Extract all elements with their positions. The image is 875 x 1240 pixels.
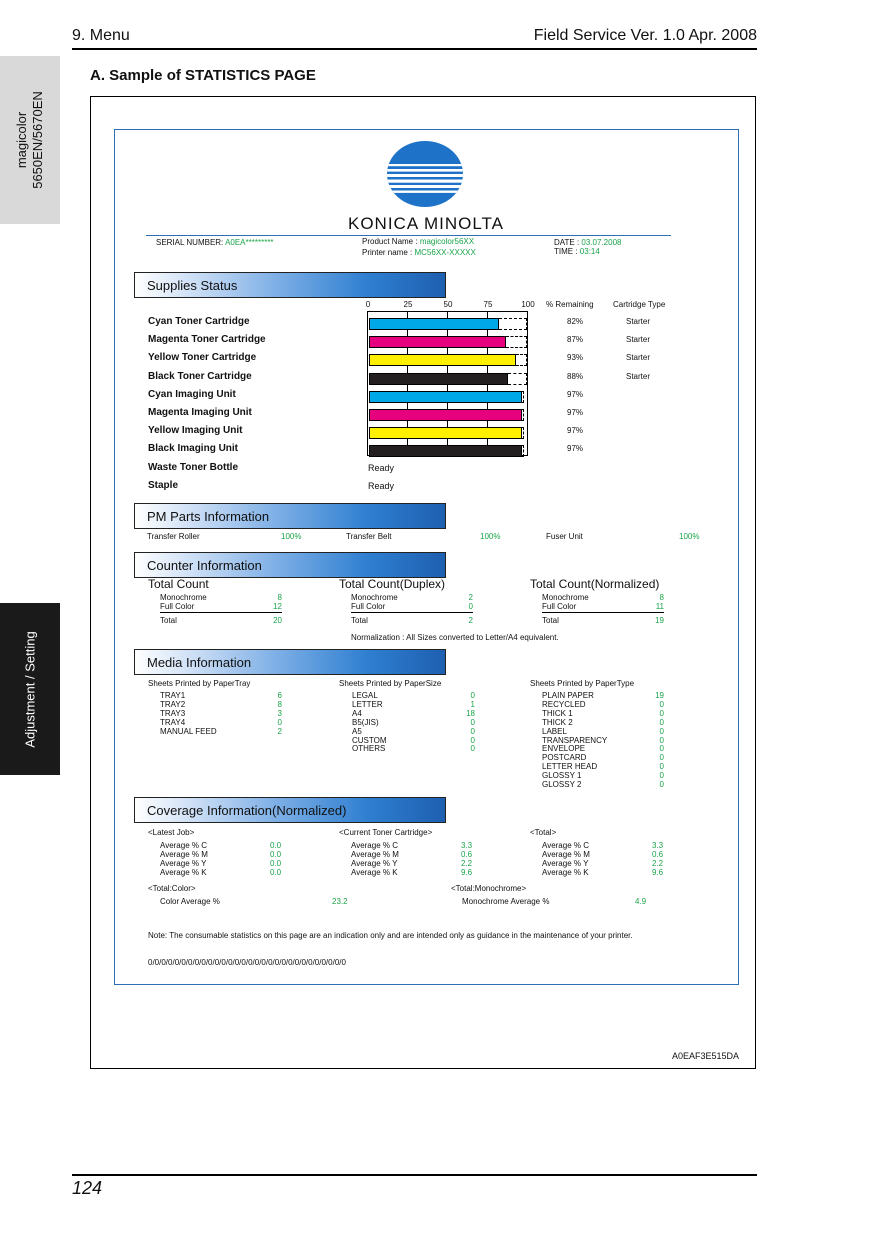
supply-name: Waste Toner Bottle xyxy=(148,462,239,473)
supply-remaining: 82% xyxy=(567,317,584,326)
media-label: LEGAL xyxy=(352,691,378,700)
coverage-value: 9.6 xyxy=(461,868,473,877)
logo-rule xyxy=(146,235,671,236)
supply-name: Black Toner Cartridge xyxy=(148,370,252,382)
counter-divider xyxy=(542,612,664,613)
counter-heading: Total Count xyxy=(148,577,209,591)
media-header xyxy=(134,649,446,675)
supplies-chart xyxy=(367,311,528,456)
counter-divider xyxy=(351,612,473,613)
supply-status: Ready xyxy=(368,481,395,491)
media-value: 18 xyxy=(466,708,475,718)
counter-heading: Total Count(Normalized) xyxy=(530,577,660,591)
counter-value: 8 xyxy=(659,593,664,602)
counter-header xyxy=(134,552,446,578)
model-tab xyxy=(0,56,60,224)
counter-value: 12 xyxy=(273,602,282,611)
coverage-value: 2.2 xyxy=(461,859,473,868)
media-value: 0 xyxy=(277,717,282,727)
serial-number xyxy=(156,238,274,247)
supply-status: Ready xyxy=(368,463,395,473)
counter-title: Counter Information xyxy=(147,558,262,573)
counter-total-label: Total xyxy=(160,616,177,625)
coverage-heading: <Current Toner Cartridge> xyxy=(339,828,433,837)
axis-tick-label: 75 xyxy=(483,300,493,309)
media-label: TRAY1 xyxy=(160,691,186,700)
time-value: 03:14 xyxy=(579,247,600,256)
supply-bar-capacity xyxy=(522,391,524,403)
remaining-header: % Remaining xyxy=(546,300,594,309)
header-rule xyxy=(72,48,757,50)
media-value: 19 xyxy=(655,691,664,700)
coverage-value: 0.0 xyxy=(270,850,282,859)
media-label: LABEL xyxy=(542,726,567,736)
supply-bar xyxy=(369,354,516,366)
supply-bar-capacity xyxy=(499,318,527,330)
media-value: 2 xyxy=(277,726,282,736)
supply-bar-capacity xyxy=(516,354,527,366)
printer-value: MC56XX-XXXXX xyxy=(414,248,476,257)
media-label: ENVELOPE xyxy=(542,744,586,754)
pm-part-value: 100% xyxy=(480,532,501,541)
coverage-value: 0.0 xyxy=(270,841,282,850)
supply-type: Starter xyxy=(626,353,651,363)
supplies-title: Supplies Status xyxy=(147,278,238,293)
date-value: 03.07.2008 xyxy=(581,238,622,247)
axis-tick-label: 50 xyxy=(443,300,453,309)
serial-label: SERIAL NUMBER: xyxy=(156,238,224,247)
media-value: 0 xyxy=(470,717,475,727)
coverage-value: 0.6 xyxy=(652,850,664,859)
media-label: POSTCARD xyxy=(542,753,587,763)
document-version: Field Service Ver. 1.0 Apr. 2008 xyxy=(533,27,757,44)
coverage-label: Average % M xyxy=(160,850,208,859)
coverage-label: Average % C xyxy=(160,841,207,850)
supply-remaining: 93% xyxy=(567,353,584,363)
cartridge-type-header: Cartridge Type xyxy=(613,300,666,309)
supply-remaining: 97% xyxy=(567,389,584,399)
media-value: 6 xyxy=(277,691,282,700)
supply-bar xyxy=(369,409,522,421)
counter-value: 2 xyxy=(468,593,473,602)
axis-tick-label: 0 xyxy=(365,300,371,309)
media-label: LETTER HEAD xyxy=(542,762,598,772)
supply-name: Yellow Toner Cartridge xyxy=(148,352,257,364)
supply-remaining: 88% xyxy=(567,371,584,381)
color-average-value: 23.2 xyxy=(332,897,348,906)
time-label: TIME : xyxy=(554,247,578,256)
media-value: 0 xyxy=(659,735,664,745)
supply-bar xyxy=(369,427,522,439)
product-value: magicolor56XX xyxy=(419,237,475,246)
size-heading: Sheets Printed by PaperSize xyxy=(339,679,442,688)
model-line-1: magicolor xyxy=(14,111,30,169)
supply-name: Magenta Imaging Unit xyxy=(148,407,252,418)
consumable-note: Note: The consumable statistics on this page are an indication only and are intended only as guidance in the maintenance of your printer. xyxy=(148,931,633,940)
media-value: 0 xyxy=(470,744,475,754)
counter-heading: Total Count(Duplex) xyxy=(339,577,446,591)
pm-part-value: 100% xyxy=(281,532,302,541)
printer-name xyxy=(362,248,476,257)
media-label: OTHERS xyxy=(352,744,386,754)
coverage-heading: <Total> xyxy=(530,828,557,837)
coverage-label: Average % K xyxy=(542,868,589,877)
section-title: 9. Menu xyxy=(72,27,130,44)
media-label: TRANSPARENCY xyxy=(542,735,608,745)
pm-parts-header xyxy=(134,503,446,529)
code-string: 0/0/0/0/0/0/0/0/0/0/0/0/0/0/0/0/0/0/0/0/0/0/0/0/0/0/0/0/0/0 xyxy=(148,958,346,967)
page-title: A. Sample of STATISTICS PAGE xyxy=(90,67,316,84)
supply-name: Staple xyxy=(148,480,179,491)
counter-total-label: Total xyxy=(351,616,368,625)
counter-value: 0 xyxy=(468,602,473,611)
image-id: A0EAF3E515DA xyxy=(671,1051,739,1061)
counter-total: 19 xyxy=(655,616,664,625)
coverage-label: Average % Y xyxy=(542,859,589,868)
total-color-heading: <Total:Color> xyxy=(148,884,196,893)
media-value: 1 xyxy=(470,699,475,709)
date-label: DATE : xyxy=(554,238,580,247)
media-value: 0 xyxy=(659,771,664,781)
media-label: B5(JIS) xyxy=(352,717,379,727)
counter-total: 20 xyxy=(273,616,282,625)
pm-part-name: Transfer Roller xyxy=(147,532,200,541)
page-number: 124 xyxy=(72,1178,103,1198)
supply-bar xyxy=(369,391,522,403)
type-heading: Sheets Printed by PaperType xyxy=(530,679,635,688)
media-label: GLOSSY 2 xyxy=(542,780,582,789)
supply-bar-capacity xyxy=(522,427,524,439)
media-value: 0 xyxy=(659,780,664,789)
media-value: 0 xyxy=(659,726,664,736)
supply-name: Yellow Imaging Unit xyxy=(148,425,243,437)
supply-remaining: 97% xyxy=(567,426,584,436)
media-label: A4 xyxy=(352,708,362,718)
supply-bar xyxy=(369,373,508,385)
normalization-note: Normalization : All Sizes converted to Letter/A4 equivalent. xyxy=(351,633,559,642)
media-label: TRAY3 xyxy=(160,708,186,718)
counter-label: Monochrome xyxy=(542,593,589,602)
media-label: GLOSSY 1 xyxy=(542,771,582,781)
supplies-status-header xyxy=(134,272,446,298)
coverage-value: 0.0 xyxy=(270,868,282,877)
model-line-2: 5650EN/5670EN xyxy=(30,91,46,189)
axis-tick-label: 100 xyxy=(521,300,535,309)
supply-remaining: 97% xyxy=(567,408,584,417)
media-value: 0 xyxy=(659,708,664,718)
konica-minolta-globe-logo xyxy=(386,140,464,208)
coverage-value: 3.3 xyxy=(652,841,664,850)
counter-total: 2 xyxy=(468,616,473,625)
media-label: THICK 1 xyxy=(542,708,573,718)
media-label: TRAY4 xyxy=(160,717,186,727)
supply-bar-capacity xyxy=(506,336,527,348)
counter-total-label: Total xyxy=(542,616,559,625)
coverage-value: 3.3 xyxy=(461,841,473,850)
pm-part-value: 100% xyxy=(679,532,700,541)
media-label: LETTER xyxy=(352,699,383,709)
supply-remaining: 87% xyxy=(567,335,584,345)
coverage-value: 0.0 xyxy=(270,859,282,868)
coverage-header xyxy=(134,797,446,823)
coverage-label: Average % M xyxy=(351,850,399,859)
product-label: Product Name : xyxy=(362,237,418,246)
media-label: MANUAL FEED xyxy=(160,726,217,736)
media-value: 3 xyxy=(277,708,282,718)
serial-value: A0EA********* xyxy=(225,238,274,247)
supply-remaining: 97% xyxy=(567,444,584,454)
coverage-label: Average % M xyxy=(542,850,590,859)
coverage-label: Average % K xyxy=(351,868,398,877)
media-value: 0 xyxy=(659,744,664,754)
media-value: 0 xyxy=(659,762,664,772)
media-value: 0 xyxy=(470,726,475,736)
mono-average-value: 4.9 xyxy=(635,897,647,906)
pm-part-name: Transfer Belt xyxy=(346,532,392,541)
footer-rule xyxy=(72,1174,757,1176)
supply-type: Starter xyxy=(626,335,651,345)
tray-heading: Sheets Printed by PaperTray xyxy=(148,679,251,688)
media-value: 0 xyxy=(659,699,664,709)
media-label: THICK 2 xyxy=(542,717,573,727)
coverage-heading: <Latest Job> xyxy=(148,828,195,837)
media-label: RECYCLED xyxy=(542,699,586,709)
media-value: 8 xyxy=(277,699,282,709)
coverage-title: Coverage Information(Normalized) xyxy=(147,803,347,818)
printer-label: Printer name : xyxy=(362,248,413,257)
media-label: TRAY2 xyxy=(160,699,186,709)
total-mono-heading: <Total:Monochrome> xyxy=(451,884,527,893)
supply-name: Cyan Imaging Unit xyxy=(148,388,236,400)
media-value: 0 xyxy=(659,717,664,727)
supply-name: Black Imaging Unit xyxy=(148,443,239,455)
coverage-label: Average % Y xyxy=(351,859,398,868)
counter-divider xyxy=(160,612,282,613)
chapter-label: Adjustment / Setting xyxy=(22,630,38,748)
pm-title: PM Parts Information xyxy=(147,509,270,524)
color-average-label: Color Average % xyxy=(160,897,220,906)
media-label: PLAIN PAPER xyxy=(542,691,594,700)
supply-bar xyxy=(369,445,522,457)
counter-label: Full Color xyxy=(160,602,195,611)
media-value: 0 xyxy=(470,735,475,745)
coverage-label: Average % K xyxy=(160,868,207,877)
supply-type: Starter xyxy=(626,371,651,381)
supply-bar-capacity xyxy=(508,373,527,385)
coverage-label: Average % C xyxy=(542,841,589,850)
coverage-value: 9.6 xyxy=(652,868,664,877)
supply-bar xyxy=(369,336,506,348)
counter-label: Full Color xyxy=(542,602,577,611)
supply-name: Cyan Toner Cartridge xyxy=(148,316,250,327)
pm-part-name: Fuser Unit xyxy=(546,532,583,541)
supply-name: Magenta Toner Cartridge xyxy=(148,334,266,346)
counter-label: Full Color xyxy=(351,602,386,611)
product-name xyxy=(362,237,474,246)
supply-bar-capacity xyxy=(522,409,524,421)
media-title: Media Information xyxy=(147,655,252,670)
counter-value: 11 xyxy=(655,602,664,611)
counter-value: 8 xyxy=(277,593,282,602)
coverage-value: 0.6 xyxy=(461,850,473,859)
counter-label: Monochrome xyxy=(351,593,398,602)
media-label: A5 xyxy=(352,726,362,736)
supply-bar-capacity xyxy=(522,445,524,457)
media-label: CUSTOM xyxy=(352,735,387,745)
report-time xyxy=(554,247,600,256)
mono-average-label: Monochrome Average % xyxy=(462,897,550,906)
axis-tick-label: 25 xyxy=(403,300,413,309)
media-value: 0 xyxy=(470,691,475,700)
supply-bar xyxy=(369,318,499,330)
media-value: 0 xyxy=(659,753,664,763)
coverage-value: 2.2 xyxy=(652,859,664,868)
report-date xyxy=(554,238,621,247)
coverage-label: Average % C xyxy=(351,841,398,850)
supply-type: Starter xyxy=(626,317,651,326)
logo-wordmark: KONICA MINOLTA xyxy=(348,214,505,233)
coverage-label: Average % Y xyxy=(160,859,207,868)
chapter-tab xyxy=(0,603,60,775)
counter-label: Monochrome xyxy=(160,593,207,602)
